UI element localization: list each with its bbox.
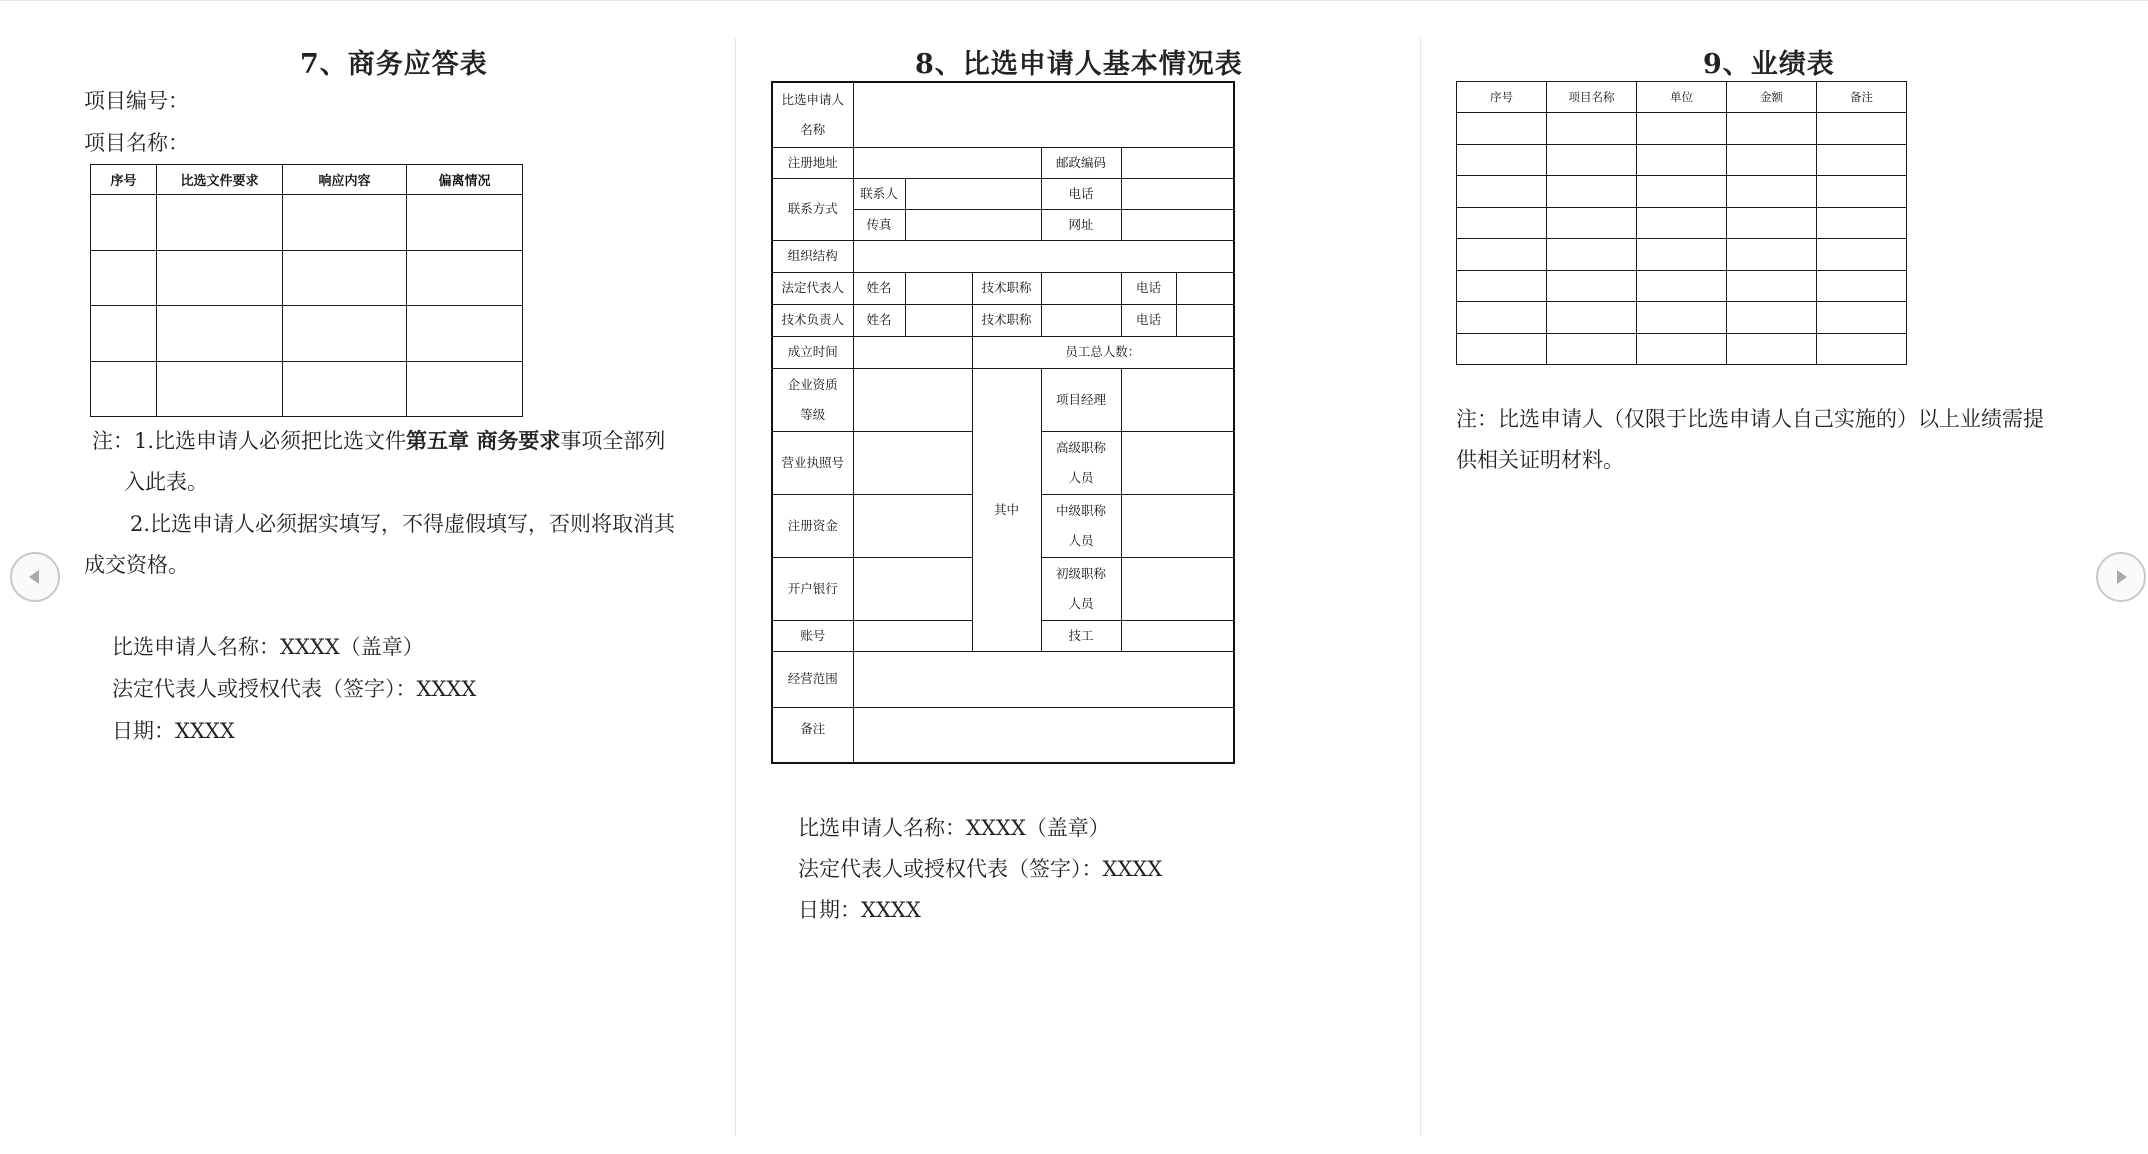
applicant-info-table [771, 81, 1235, 764]
technician-label: 技工 [1041, 620, 1121, 651]
postcode-value [1121, 147, 1234, 178]
note-1-bold: 第五章 商务要求 [406, 428, 561, 453]
tech-title-label: 技术职称 [972, 304, 1041, 336]
fax-label: 传真 [853, 209, 905, 240]
table-row [91, 362, 523, 417]
pm-label: 项目经理 [1041, 368, 1121, 431]
name-value [905, 304, 972, 336]
table-row [1457, 302, 1907, 334]
pm-value [1121, 368, 1234, 431]
remarks-label: 备注 [772, 707, 853, 763]
technician-value [1121, 620, 1234, 651]
among-label: 其中 [972, 368, 1041, 651]
website-label: 网址 [1041, 209, 1121, 240]
table-row [1457, 208, 1907, 239]
note-1-suffix: 事项全部列 [560, 429, 666, 453]
page-title: 8、比选申请人基本情况表 [915, 49, 1243, 80]
header-cell: 金额 [1727, 82, 1817, 113]
signature-applicant-name: 比选申请人名称：XXXX（盖章） [112, 635, 424, 659]
qualification-label: 企业资质 等级 [772, 368, 853, 431]
applicant-name-label: 比选申请人 名称 [772, 82, 853, 147]
signature-applicant-name: 比选申请人名称：XXXX（盖章） [798, 816, 1110, 840]
postcode-label: 邮政编码 [1041, 147, 1121, 178]
account-label: 账号 [772, 620, 853, 651]
legal-rep-label: 法定代表人 [772, 272, 853, 304]
applicant-name-value [853, 82, 1234, 147]
note-2-continued: 成交资格。 [84, 553, 189, 577]
senior-value [1121, 431, 1234, 494]
performance-note: 注：比选申请人（仅限于比选申请人自己实施的）以上业绩需提 [1456, 407, 2044, 431]
org-structure-value [853, 240, 1234, 272]
note-2: 2.比选申请人必须据实填写，不得虚假填写，否则将取消其 [130, 512, 676, 536]
fax-value [905, 209, 1041, 240]
page-title: 7、商务应答表 [300, 49, 488, 80]
table-row [1457, 113, 1907, 145]
page-title: 9、业绩表 [1703, 49, 1835, 80]
qualification-value [853, 368, 972, 431]
table-header-row [1457, 82, 1907, 113]
signature-representative: 法定代表人或授权代表（签字）：XXXX [112, 677, 477, 701]
license-label: 营业执照号 [772, 431, 853, 494]
top-border [0, 0, 2148, 1]
phone-value [1176, 304, 1234, 336]
founded-value [853, 336, 972, 368]
performance-table [1456, 81, 1907, 365]
contact-label: 联系方式 [772, 178, 853, 240]
table-row [1457, 176, 1907, 208]
tech-title-value [1041, 304, 1121, 336]
note-1 [92, 426, 665, 456]
table-row [91, 306, 523, 362]
signature-representative: 法定代表人或授权代表（签字）：XXXX [798, 857, 1163, 881]
org-structure-label: 组织结构 [772, 240, 853, 272]
note-1-prefix: 注：1.比选申请人必须把比选文件 [92, 429, 407, 453]
bank-value [853, 557, 972, 620]
header-cell: 序号 [1457, 82, 1547, 113]
header-cell: 偏离情况 [407, 165, 523, 195]
phone-value [1121, 178, 1234, 209]
scope-value [853, 651, 1234, 707]
prev-page-button[interactable] [10, 552, 60, 602]
reg-address-label: 注册地址 [772, 147, 853, 178]
founded-label: 成立时间 [772, 336, 853, 368]
remarks-value [853, 707, 1234, 763]
phone-value [1176, 272, 1234, 304]
business-response-table [90, 164, 523, 417]
chevron-right-icon [2110, 566, 2132, 588]
project-number-label: 项目编号： [84, 89, 189, 113]
project-name-label: 项目名称： [84, 131, 189, 155]
table-row [91, 195, 523, 251]
header-cell: 响应内容 [283, 165, 407, 195]
page-divider [735, 38, 736, 1136]
chevron-left-icon [24, 566, 46, 588]
phone-label: 电话 [1121, 304, 1176, 336]
reg-address-value [853, 147, 1041, 178]
table-row [1457, 334, 1907, 365]
signature-date: 日期：XXXX [112, 719, 235, 743]
header-cell: 单位 [1637, 82, 1727, 113]
website-value [1121, 209, 1234, 240]
scope-label: 经营范围 [772, 651, 853, 707]
contact-person-label: 联系人 [853, 178, 905, 209]
header-cell: 项目名称 [1547, 82, 1637, 113]
reg-capital-value [853, 494, 972, 557]
note-1-continued: 入此表。 [124, 470, 208, 494]
header-cell: 备注 [1817, 82, 1907, 113]
table-row [91, 251, 523, 306]
tech-title-label: 技术职称 [972, 272, 1041, 304]
name-label: 姓名 [853, 272, 905, 304]
junior-value [1121, 557, 1234, 620]
signature-date: 日期：XXXX [798, 898, 921, 922]
header-cell: 比选文件要求 [157, 165, 283, 195]
senior-label: 高级职称 人员 [1041, 431, 1121, 494]
page-divider [1420, 38, 1421, 1136]
phone-label: 电话 [1041, 178, 1121, 209]
table-header-row [91, 165, 523, 195]
name-label: 姓名 [853, 304, 905, 336]
header-cell: 序号 [91, 165, 157, 195]
table-row [1457, 239, 1907, 271]
license-value [853, 431, 972, 494]
contact-person-value [905, 178, 1041, 209]
tech-lead-label: 技术负责人 [772, 304, 853, 336]
table-row [1457, 145, 1907, 176]
staff-total-label: 员工总人数： [972, 336, 1234, 368]
name-value [905, 272, 972, 304]
table-row [1457, 271, 1907, 302]
junior-label: 初级职称 人员 [1041, 557, 1121, 620]
performance-note-continued: 供相关证明材料。 [1456, 448, 1624, 472]
mid-value [1121, 494, 1234, 557]
next-page-button[interactable] [2096, 552, 2146, 602]
phone-label: 电话 [1121, 272, 1176, 304]
account-value [853, 620, 972, 651]
tech-title-value [1041, 272, 1121, 304]
mid-label: 中级职称 人员 [1041, 494, 1121, 557]
bank-label: 开户银行 [772, 557, 853, 620]
reg-capital-label: 注册资金 [772, 494, 853, 557]
